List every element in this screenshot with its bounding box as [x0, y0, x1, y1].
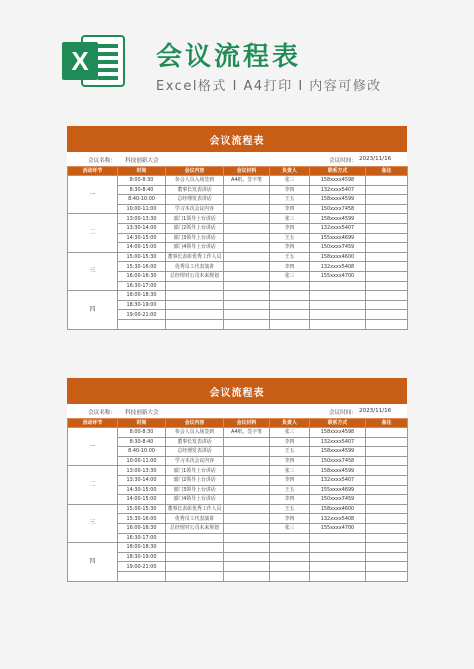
table-cell: A4纸、签字笔 — [224, 428, 270, 438]
table-row — [68, 485, 408, 495]
table-cell: 15:30-16:00 — [118, 514, 166, 524]
column-header: 备注 — [366, 167, 408, 176]
table-row — [68, 514, 408, 524]
meeting-time-label: 会议时间： — [329, 158, 357, 164]
table-cell — [118, 319, 166, 329]
table-row — [68, 552, 408, 562]
table-cell: 14:30-15:00 — [118, 233, 166, 243]
table-cell: 张三 — [270, 466, 310, 476]
table-cell — [224, 466, 270, 476]
sheet-page-2 — [67, 378, 407, 582]
table-cell: 张三 — [270, 523, 310, 533]
column-header: 会议材料 — [224, 167, 270, 176]
table-cell — [310, 571, 366, 581]
table-cell — [310, 543, 366, 553]
activity-segment-cell: 二 — [68, 466, 118, 504]
table-cell: 132xxxx5408 — [310, 262, 366, 272]
table-cell: 李四 — [270, 223, 310, 233]
activity-segment-cell: 三 — [68, 504, 118, 542]
table-row — [68, 204, 408, 214]
table-cell: 张三 — [270, 214, 310, 224]
table-cell: 部门4领导上台讲话 — [166, 243, 224, 253]
table-cell: 19:00-21:00 — [118, 562, 166, 572]
table-cell — [366, 533, 408, 543]
activity-segment-cell: 二 — [68, 214, 118, 252]
table-cell: 参会人员入场签到 — [166, 428, 224, 438]
table-cell: 10:00-11:00 — [118, 456, 166, 466]
table-cell: 王五 — [270, 485, 310, 495]
table-cell: 19:00-21:00 — [118, 310, 166, 320]
table-row — [68, 300, 408, 310]
table-cell — [366, 552, 408, 562]
table-cell — [166, 291, 224, 301]
table-cell: 参会人员入场签到 — [166, 176, 224, 186]
table-cell — [270, 291, 310, 301]
table-cell — [310, 319, 366, 329]
table-row — [68, 195, 408, 205]
column-header: 会议内容 — [166, 167, 224, 176]
table-cell: 158xxxx4600 — [310, 252, 366, 262]
table-cell: 部门2领导上台讲话 — [166, 475, 224, 485]
column-header: 会议内容 — [166, 419, 224, 428]
table-cell — [118, 571, 166, 581]
table-row — [68, 243, 408, 253]
table-cell — [224, 195, 270, 205]
table-cell: 部门1领导上台讲话 — [166, 214, 224, 224]
table-cell — [366, 523, 408, 533]
meeting-name-label: 会议名称： — [88, 158, 116, 164]
meeting-time: 2023/11/16 — [359, 408, 392, 414]
table-cell: 16:30-17:00 — [118, 533, 166, 543]
table-cell — [224, 262, 270, 272]
table-cell: 8:00-8:30 — [118, 428, 166, 438]
table-cell: 18:30-19:00 — [118, 552, 166, 562]
table-cell — [224, 523, 270, 533]
table-cell: 部门2领导上台讲话 — [166, 223, 224, 233]
table-cell: 王五 — [270, 252, 310, 262]
table-cell: 155xxxx4699 — [310, 233, 366, 243]
table-cell — [366, 176, 408, 186]
excel-logo-letter: X — [71, 46, 89, 76]
meeting-name-label: 会议名称： — [88, 410, 116, 416]
table-cell: 18:30-19:00 — [118, 300, 166, 310]
table-row — [68, 271, 408, 281]
table-row — [68, 437, 408, 447]
table-cell: 王五 — [270, 447, 310, 457]
table-cell — [224, 514, 270, 524]
table-cell: 158xxxx4599 — [310, 447, 366, 457]
table-cell: 部门1领导上台讲话 — [166, 466, 224, 476]
table-cell: 学习本次会议内容 — [166, 204, 224, 214]
table-cell — [310, 291, 366, 301]
table-cell: 学习本次会议内容 — [166, 456, 224, 466]
table-row — [68, 495, 408, 505]
table-cell — [166, 552, 224, 562]
table-cell — [224, 223, 270, 233]
meeting-name: 科技创新大会 — [125, 158, 159, 164]
table-cell — [166, 533, 224, 543]
table-cell — [224, 447, 270, 457]
table-cell: 158xxxx4600 — [310, 504, 366, 514]
table-cell: 8:30-8:40 — [118, 185, 166, 195]
table-cell: 158xxxx4599 — [310, 195, 366, 205]
table-cell: 16:00-16:30 — [118, 271, 166, 281]
table-row — [68, 176, 408, 186]
table-cell — [270, 543, 310, 553]
table-cell — [224, 485, 270, 495]
table-cell: 10:00-11:00 — [118, 204, 166, 214]
table-cell: 总经理对公司未来规划 — [166, 523, 224, 533]
table-cell: 8:40-10:00 — [118, 195, 166, 205]
table-cell: 14:00-15:00 — [118, 243, 166, 253]
table-cell — [224, 552, 270, 562]
table-cell — [224, 300, 270, 310]
table-row — [68, 571, 408, 581]
table-row — [68, 185, 408, 195]
table-cell: 董事长表彰优秀工作人员 — [166, 252, 224, 262]
table-cell: 15:30-16:00 — [118, 262, 166, 272]
table-cell: 总经理发表讲话 — [166, 195, 224, 205]
table-cell — [366, 543, 408, 553]
table-row — [68, 291, 408, 301]
table-cell — [224, 571, 270, 581]
table-cell — [224, 233, 270, 243]
table-row — [68, 543, 408, 553]
table-cell — [366, 214, 408, 224]
table-cell — [366, 514, 408, 524]
meeting-time-label: 会议时间： — [329, 410, 357, 416]
table-cell: 132xxxx5407 — [310, 437, 366, 447]
table-cell: 16:30-17:00 — [118, 281, 166, 291]
table-row — [68, 562, 408, 572]
table-cell: 李四 — [270, 185, 310, 195]
table-cell — [366, 300, 408, 310]
table-row — [68, 523, 408, 533]
table-cell: 150xxxx7458 — [310, 456, 366, 466]
table-cell — [270, 552, 310, 562]
table-cell — [224, 437, 270, 447]
table-cell — [224, 456, 270, 466]
table-row — [68, 475, 408, 485]
table-cell: 158xxxx4598 — [310, 428, 366, 438]
table-cell — [224, 319, 270, 329]
table-cell: 李四 — [270, 475, 310, 485]
table-cell — [366, 428, 408, 438]
table-cell — [366, 310, 408, 320]
table-cell: 李四 — [270, 243, 310, 253]
table-cell — [270, 562, 310, 572]
table-cell: 李四 — [270, 514, 310, 524]
table-cell: 18:00-18:30 — [118, 543, 166, 553]
table-cell: 14:00-15:00 — [118, 495, 166, 505]
table-row — [68, 319, 408, 329]
table-cell — [166, 562, 224, 572]
activity-segment-cell: 一 — [68, 176, 118, 214]
table-cell: 158xxxx4599 — [310, 466, 366, 476]
column-header: 负责人 — [270, 167, 310, 176]
table-cell: 155xxxx4700 — [310, 523, 366, 533]
table-cell — [366, 204, 408, 214]
table-cell: 优秀员工代表演讲 — [166, 262, 224, 272]
column-header: 联系方式 — [310, 419, 366, 428]
table-cell: 158xxxx4598 — [310, 176, 366, 186]
table-cell — [166, 319, 224, 329]
table-cell — [310, 281, 366, 291]
table-cell — [166, 571, 224, 581]
table-cell — [224, 214, 270, 224]
activity-segment-cell: 四 — [68, 291, 118, 329]
table-cell — [166, 281, 224, 291]
table-cell: 13:00-13:30 — [118, 466, 166, 476]
table-cell — [366, 195, 408, 205]
table-row — [68, 456, 408, 466]
table-cell — [310, 300, 366, 310]
table-cell: 部门3领导上台讲话 — [166, 233, 224, 243]
table-cell — [224, 291, 270, 301]
table-cell — [224, 185, 270, 195]
schedule-table — [67, 166, 408, 330]
table-cell: 部门4领导上台讲话 — [166, 495, 224, 505]
table-cell — [366, 281, 408, 291]
meeting-meta — [67, 152, 407, 166]
table-cell — [166, 310, 224, 320]
table-cell: 董事长发表讲话 — [166, 437, 224, 447]
table-cell: 张三 — [270, 428, 310, 438]
table-cell — [224, 281, 270, 291]
table-cell: 15:00-15:30 — [118, 252, 166, 262]
table-row — [68, 214, 408, 224]
table-cell — [224, 271, 270, 281]
table-row — [68, 466, 408, 476]
table-row — [68, 223, 408, 233]
meeting-time: 2023/11/16 — [359, 156, 392, 162]
column-header: 时间 — [118, 167, 166, 176]
table-cell — [366, 456, 408, 466]
table-cell — [366, 475, 408, 485]
meeting-meta — [67, 404, 407, 418]
table-cell — [270, 571, 310, 581]
sheet-page-1 — [67, 126, 407, 330]
table-cell — [166, 543, 224, 553]
table-cell: 14:30-15:00 — [118, 485, 166, 495]
table-cell: 优秀员工代表演讲 — [166, 514, 224, 524]
table-cell — [270, 319, 310, 329]
table-cell — [224, 495, 270, 505]
table-row — [68, 310, 408, 320]
table-cell — [366, 485, 408, 495]
table-row — [68, 447, 408, 457]
table-cell — [366, 252, 408, 262]
table-row — [68, 252, 408, 262]
activity-segment-cell: 四 — [68, 543, 118, 581]
table-cell: 13:30-14:00 — [118, 475, 166, 485]
table-cell: 155xxxx4699 — [310, 485, 366, 495]
table-cell — [310, 552, 366, 562]
table-cell: 总经理对公司未来规划 — [166, 271, 224, 281]
table-cell — [366, 571, 408, 581]
meeting-name: 科技创新大会 — [125, 410, 159, 416]
table-cell — [224, 475, 270, 485]
table-cell: 132xxxx5407 — [310, 475, 366, 485]
table-cell: 王五 — [270, 504, 310, 514]
banner — [0, 0, 474, 110]
schedule-table — [67, 418, 408, 582]
activity-segment-cell: 一 — [68, 428, 118, 466]
table-cell — [224, 204, 270, 214]
table-cell: 张三 — [270, 176, 310, 186]
table-cell — [366, 233, 408, 243]
table-cell: 158xxxx4599 — [310, 214, 366, 224]
table-cell: 李四 — [270, 456, 310, 466]
banner-title: 会议流程表 — [156, 42, 302, 72]
table-cell: 王五 — [270, 233, 310, 243]
table-cell: A4纸、签字笔 — [224, 176, 270, 186]
table-cell — [366, 262, 408, 272]
table-cell — [166, 300, 224, 310]
sheet-title: 会议流程表 — [67, 378, 407, 404]
table-header-row — [68, 167, 408, 176]
table-cell: 张三 — [270, 271, 310, 281]
column-header: 会议材料 — [224, 419, 270, 428]
table-cell — [224, 504, 270, 514]
table-row — [68, 262, 408, 272]
table-cell: 155xxxx4700 — [310, 271, 366, 281]
table-cell: 13:00-13:30 — [118, 214, 166, 224]
column-header: 联系方式 — [310, 167, 366, 176]
table-cell — [270, 300, 310, 310]
table-cell: 李四 — [270, 204, 310, 214]
table-cell — [310, 562, 366, 572]
table-cell — [366, 466, 408, 476]
table-cell — [366, 271, 408, 281]
column-header: 活动环节 — [68, 167, 118, 176]
sheet-title: 会议流程表 — [67, 126, 407, 152]
column-header: 活动环节 — [68, 419, 118, 428]
table-row — [68, 533, 408, 543]
table-cell: 15:00-15:30 — [118, 504, 166, 514]
table-cell — [366, 495, 408, 505]
banner-subtitle: Excel格式 I A4打印 I 内容可修改 — [156, 79, 382, 94]
table-cell — [366, 437, 408, 447]
table-row — [68, 428, 408, 438]
table-cell — [366, 319, 408, 329]
table-cell — [270, 533, 310, 543]
table-cell — [224, 533, 270, 543]
table-cell — [270, 281, 310, 291]
table-cell — [366, 562, 408, 572]
table-cell — [224, 543, 270, 553]
table-cell — [224, 562, 270, 572]
table-cell: 132xxxx5407 — [310, 223, 366, 233]
table-cell — [224, 310, 270, 320]
table-cell — [366, 447, 408, 457]
table-cell: 13:30-14:00 — [118, 223, 166, 233]
table-cell — [366, 504, 408, 514]
table-cell: 132xxxx5407 — [310, 185, 366, 195]
table-cell — [270, 310, 310, 320]
table-cell — [310, 533, 366, 543]
activity-segment-cell: 三 — [68, 252, 118, 290]
table-cell: 8:00-8:30 — [118, 176, 166, 186]
table-cell: 8:30-8:40 — [118, 437, 166, 447]
table-cell: 150xxxx7459 — [310, 495, 366, 505]
table-cell — [310, 310, 366, 320]
table-cell: 总经理发表讲话 — [166, 447, 224, 457]
table-cell: 部门3领导上台讲话 — [166, 485, 224, 495]
table-cell: 董事长发表讲话 — [166, 185, 224, 195]
table-cell: 李四 — [270, 495, 310, 505]
table-cell: 李四 — [270, 437, 310, 447]
table-cell: 150xxxx7459 — [310, 243, 366, 253]
table-cell: 18:00-18:30 — [118, 291, 166, 301]
table-cell: 王五 — [270, 195, 310, 205]
table-cell: 李四 — [270, 262, 310, 272]
table-cell — [366, 185, 408, 195]
table-cell: 8:40-10:00 — [118, 447, 166, 457]
column-header: 时间 — [118, 419, 166, 428]
table-row — [68, 281, 408, 291]
table-cell — [224, 252, 270, 262]
column-header: 备注 — [366, 419, 408, 428]
table-row — [68, 504, 408, 514]
table-header-row — [68, 419, 408, 428]
table-cell — [366, 243, 408, 253]
table-cell: 132xxxx5408 — [310, 514, 366, 524]
column-header: 负责人 — [270, 419, 310, 428]
table-cell: 16:00-16:30 — [118, 523, 166, 533]
table-row — [68, 233, 408, 243]
table-cell — [366, 291, 408, 301]
table-cell — [366, 223, 408, 233]
table-cell — [224, 243, 270, 253]
excel-icon — [60, 34, 126, 88]
table-cell: 150xxxx7458 — [310, 204, 366, 214]
table-cell: 董事长表彰优秀工作人员 — [166, 504, 224, 514]
